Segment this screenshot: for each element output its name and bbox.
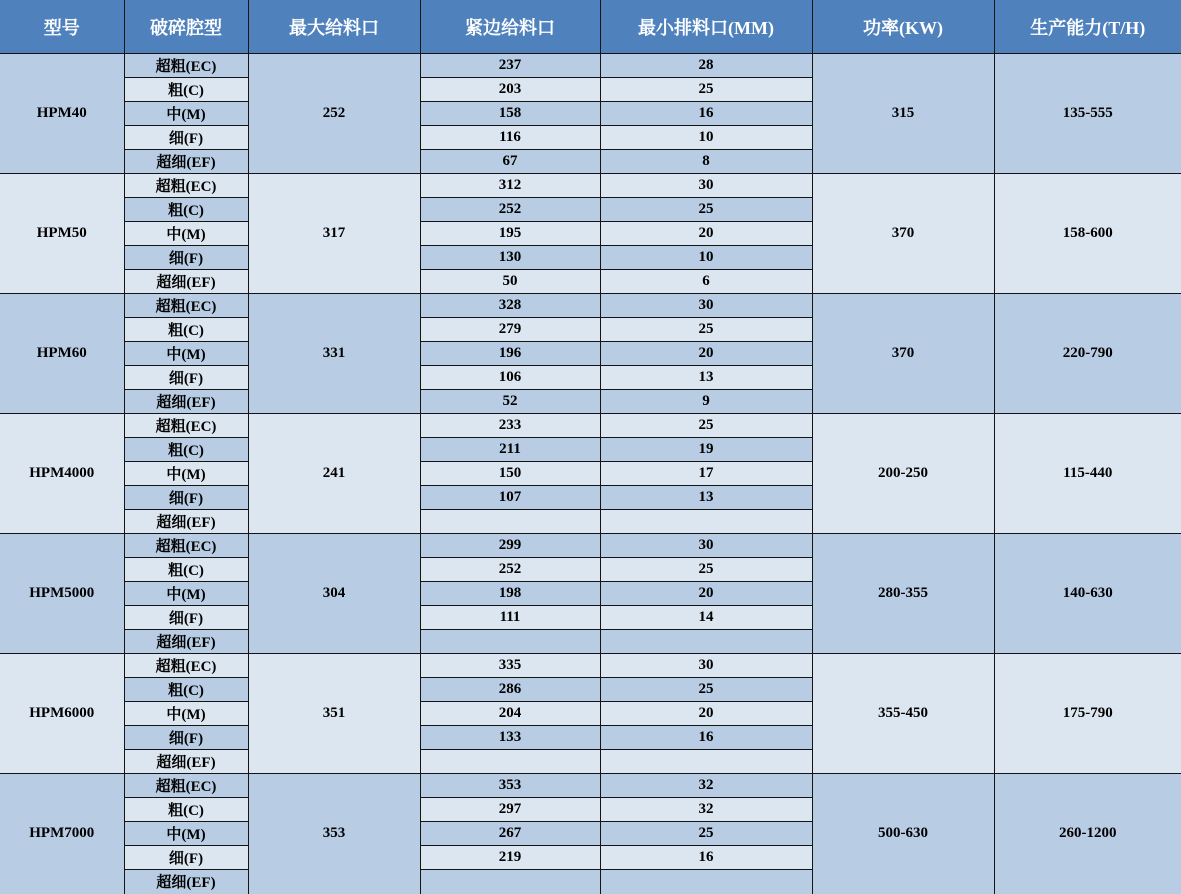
cavity-cell: 中(M) <box>124 462 248 486</box>
min-discharge-cell: 30 <box>600 534 812 558</box>
header-row <box>0 0 1181 54</box>
cavity-cell: 超粗(EC) <box>124 54 248 78</box>
cavity-cell: 细(F) <box>124 846 248 870</box>
table-row <box>0 654 1181 678</box>
model-cell: HPM7000 <box>0 774 124 894</box>
cavity-cell: 粗(C) <box>124 798 248 822</box>
column-header-max-feed: 最大给料口 <box>248 0 420 54</box>
max-feed-cell: 353 <box>248 774 420 894</box>
closed-feed-cell: 203 <box>420 78 600 102</box>
min-discharge-cell: 25 <box>600 558 812 582</box>
power-cell: 200-250 <box>812 414 994 534</box>
model-cell: HPM50 <box>0 174 124 294</box>
min-discharge-cell: 17 <box>600 462 812 486</box>
closed-feed-cell: 211 <box>420 438 600 462</box>
closed-feed-cell <box>420 870 600 894</box>
min-discharge-cell: 28 <box>600 54 812 78</box>
closed-feed-cell: 204 <box>420 702 600 726</box>
table-row <box>0 174 1181 198</box>
model-cell: HPM4000 <box>0 414 124 534</box>
capacity-cell: 260-1200 <box>994 774 1181 894</box>
power-cell: 315 <box>812 54 994 174</box>
closed-feed-cell: 116 <box>420 126 600 150</box>
min-discharge-cell: 25 <box>600 678 812 702</box>
cavity-cell: 细(F) <box>124 726 248 750</box>
closed-feed-cell: 219 <box>420 846 600 870</box>
power-cell: 500-630 <box>812 774 994 894</box>
cavity-cell: 超细(EF) <box>124 630 248 654</box>
min-discharge-cell: 16 <box>600 726 812 750</box>
min-discharge-cell: 13 <box>600 486 812 510</box>
column-header-cavity-type: 破碎腔型 <box>124 0 248 54</box>
column-header-min-discharge: 最小排料口(MM) <box>600 0 812 54</box>
closed-feed-cell <box>420 750 600 774</box>
cavity-cell: 超粗(EC) <box>124 774 248 798</box>
capacity-cell: 115-440 <box>994 414 1181 534</box>
closed-feed-cell: 237 <box>420 54 600 78</box>
cavity-cell: 中(M) <box>124 582 248 606</box>
closed-feed-cell: 150 <box>420 462 600 486</box>
cavity-cell: 中(M) <box>124 702 248 726</box>
closed-feed-cell: 107 <box>420 486 600 510</box>
model-cell: HPM40 <box>0 54 124 174</box>
min-discharge-cell <box>600 630 812 654</box>
column-header-model: 型号 <box>0 0 124 54</box>
cavity-cell: 粗(C) <box>124 678 248 702</box>
cavity-cell: 超粗(EC) <box>124 654 248 678</box>
closed-feed-cell: 130 <box>420 246 600 270</box>
min-discharge-cell <box>600 750 812 774</box>
capacity-cell: 175-790 <box>994 654 1181 774</box>
min-discharge-cell: 20 <box>600 582 812 606</box>
max-feed-cell: 304 <box>248 534 420 654</box>
min-discharge-cell: 16 <box>600 102 812 126</box>
min-discharge-cell: 6 <box>600 270 812 294</box>
closed-feed-cell: 133 <box>420 726 600 750</box>
max-feed-cell: 241 <box>248 414 420 534</box>
closed-feed-cell: 297 <box>420 798 600 822</box>
capacity-cell: 135-555 <box>994 54 1181 174</box>
power-cell: 370 <box>812 174 994 294</box>
model-cell: HPM60 <box>0 294 124 414</box>
table-row <box>0 534 1181 558</box>
cavity-cell: 超细(EF) <box>124 870 248 894</box>
table-row <box>0 294 1181 318</box>
min-discharge-cell: 25 <box>600 822 812 846</box>
cavity-cell: 超细(EF) <box>124 150 248 174</box>
closed-feed-cell: 279 <box>420 318 600 342</box>
min-discharge-cell: 14 <box>600 606 812 630</box>
max-feed-cell: 252 <box>248 54 420 174</box>
max-feed-cell: 351 <box>248 654 420 774</box>
min-discharge-cell: 20 <box>600 702 812 726</box>
cavity-cell: 粗(C) <box>124 558 248 582</box>
column-header-closed-side-feed: 紧边给料口 <box>420 0 600 54</box>
power-cell: 370 <box>812 294 994 414</box>
cavity-cell: 超细(EF) <box>124 510 248 534</box>
cavity-cell: 粗(C) <box>124 78 248 102</box>
column-header-power: 功率(KW) <box>812 0 994 54</box>
cavity-cell: 细(F) <box>124 126 248 150</box>
power-cell: 355-450 <box>812 654 994 774</box>
min-discharge-cell: 25 <box>600 414 812 438</box>
min-discharge-cell: 9 <box>600 390 812 414</box>
closed-feed-cell: 111 <box>420 606 600 630</box>
closed-feed-cell: 195 <box>420 222 600 246</box>
closed-feed-cell: 196 <box>420 342 600 366</box>
closed-feed-cell: 335 <box>420 654 600 678</box>
cavity-cell: 超粗(EC) <box>124 414 248 438</box>
closed-feed-cell: 252 <box>420 558 600 582</box>
cavity-cell: 细(F) <box>124 366 248 390</box>
closed-feed-cell: 106 <box>420 366 600 390</box>
min-discharge-cell: 32 <box>600 798 812 822</box>
min-discharge-cell: 20 <box>600 222 812 246</box>
closed-feed-cell: 233 <box>420 414 600 438</box>
max-feed-cell: 317 <box>248 174 420 294</box>
model-cell: HPM6000 <box>0 654 124 774</box>
min-discharge-cell: 30 <box>600 174 812 198</box>
power-cell: 280-355 <box>812 534 994 654</box>
min-discharge-cell <box>600 870 812 894</box>
min-discharge-cell: 25 <box>600 78 812 102</box>
min-discharge-cell: 30 <box>600 294 812 318</box>
min-discharge-cell: 25 <box>600 318 812 342</box>
closed-feed-cell <box>420 630 600 654</box>
cavity-cell: 超细(EF) <box>124 750 248 774</box>
min-discharge-cell: 13 <box>600 366 812 390</box>
capacity-cell: 140-630 <box>994 534 1181 654</box>
closed-feed-cell: 52 <box>420 390 600 414</box>
cavity-cell: 粗(C) <box>124 198 248 222</box>
closed-feed-cell: 312 <box>420 174 600 198</box>
closed-feed-cell: 158 <box>420 102 600 126</box>
table-row <box>0 54 1181 78</box>
cavity-cell: 细(F) <box>124 486 248 510</box>
min-discharge-cell <box>600 510 812 534</box>
min-discharge-cell: 10 <box>600 126 812 150</box>
min-discharge-cell: 25 <box>600 198 812 222</box>
cavity-cell: 细(F) <box>124 606 248 630</box>
cavity-cell: 超粗(EC) <box>124 294 248 318</box>
cavity-cell: 中(M) <box>124 822 248 846</box>
closed-feed-cell: 328 <box>420 294 600 318</box>
column-header-capacity: 生产能力(T/H) <box>994 0 1181 54</box>
min-discharge-cell: 32 <box>600 774 812 798</box>
cavity-cell: 超粗(EC) <box>124 174 248 198</box>
cavity-cell: 超粗(EC) <box>124 534 248 558</box>
table-row <box>0 774 1181 798</box>
min-discharge-cell: 30 <box>600 654 812 678</box>
closed-feed-cell <box>420 510 600 534</box>
min-discharge-cell: 16 <box>600 846 812 870</box>
cavity-cell: 超细(EF) <box>124 390 248 414</box>
cavity-cell: 细(F) <box>124 246 248 270</box>
cavity-cell: 中(M) <box>124 102 248 126</box>
min-discharge-cell: 19 <box>600 438 812 462</box>
capacity-cell: 220-790 <box>994 294 1181 414</box>
closed-feed-cell: 299 <box>420 534 600 558</box>
closed-feed-cell: 50 <box>420 270 600 294</box>
cavity-cell: 粗(C) <box>124 318 248 342</box>
min-discharge-cell: 8 <box>600 150 812 174</box>
closed-feed-cell: 67 <box>420 150 600 174</box>
model-cell: HPM5000 <box>0 534 124 654</box>
closed-feed-cell: 198 <box>420 582 600 606</box>
closed-feed-cell: 252 <box>420 198 600 222</box>
min-discharge-cell: 20 <box>600 342 812 366</box>
closed-feed-cell: 267 <box>420 822 600 846</box>
closed-feed-cell: 353 <box>420 774 600 798</box>
capacity-cell: 158-600 <box>994 174 1181 294</box>
max-feed-cell: 331 <box>248 294 420 414</box>
cavity-cell: 粗(C) <box>124 438 248 462</box>
cavity-cell: 超细(EF) <box>124 270 248 294</box>
min-discharge-cell: 10 <box>600 246 812 270</box>
table-row <box>0 414 1181 438</box>
cavity-cell: 中(M) <box>124 342 248 366</box>
cavity-cell: 中(M) <box>124 222 248 246</box>
closed-feed-cell: 286 <box>420 678 600 702</box>
